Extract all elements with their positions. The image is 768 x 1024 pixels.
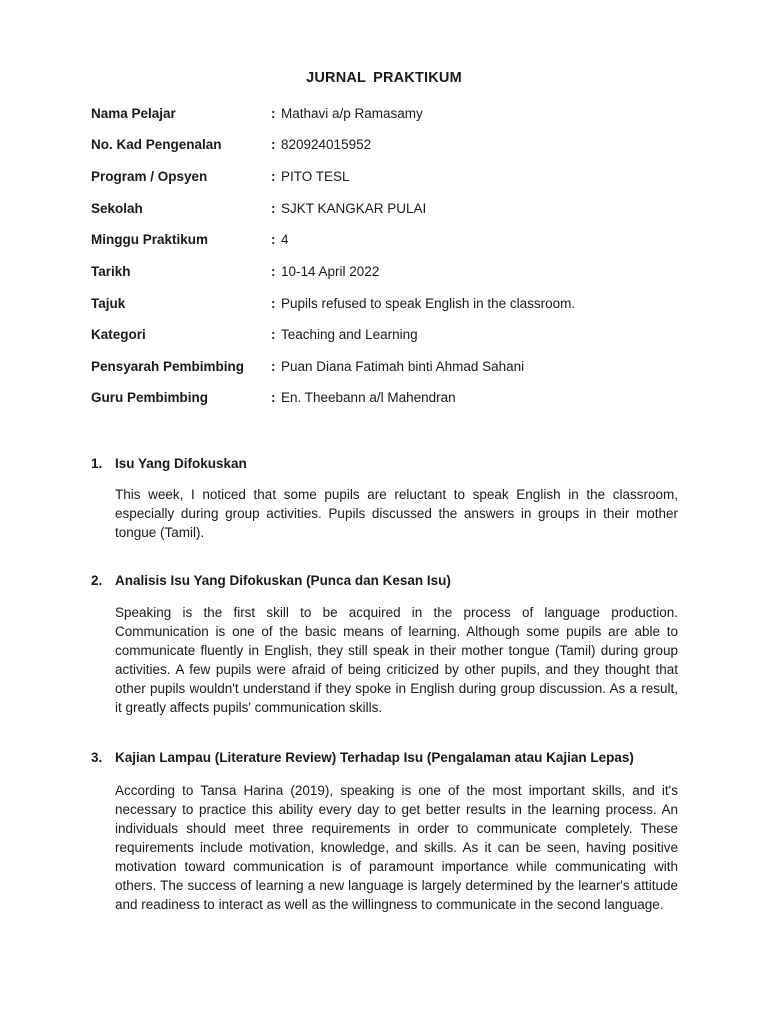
info-colon: : (271, 327, 276, 342)
info-label: Pensyarah Pembimbing (91, 359, 245, 374)
info-colon: : (271, 390, 276, 405)
info-colon: : (271, 296, 276, 311)
info-colon: : (271, 359, 276, 374)
info-value: Puan Diana Fatimah binti Ahmad Sahani (281, 359, 525, 374)
info-colon: : (271, 201, 276, 216)
section-heading-text: Kajian Lampau (Literature Review) Terhadap Isu (Pengalaman atau Kajian Lepas) (115, 750, 634, 765)
info-value: Pupils refused to speak English in the classroom. (281, 296, 576, 311)
info-label: Kategori (91, 327, 146, 342)
section-number: 3. (91, 750, 103, 765)
info-value: 820924015952 (281, 137, 372, 152)
info-colon: : (271, 232, 276, 247)
section-heading-isu (91, 455, 247, 473)
info-value: 4 (281, 232, 289, 247)
info-value: 10-14 April 2022 (281, 264, 380, 279)
section-body-kajian-lampau: According to Tansa Harina (2019), speaking is one of the most important skills, and it's necessary to practice this ability every day to get better results in the learning process. An individuals should meet three requirements in order to communicate completely. These requirements include motivation, knowledge, and skills. As it can be seen, having positive motivation toward communication is of paramount importance while communicating with others. The success of learning a new language is largely determined by the learner's attitude and readiness to interact as well as the willingness to communicate in the second language. (115, 783, 678, 912)
section-heading-text: Analisis Isu Yang Difokuskan (Punca dan Kesan Isu) (115, 573, 451, 588)
info-label: Tarikh (91, 264, 131, 279)
info-label: Nama Pelajar (91, 106, 176, 121)
section-heading-kajian-lampau (91, 749, 634, 767)
info-label: Minggu Praktikum (91, 232, 209, 247)
info-value: SJKT KANGKAR PULAI (281, 201, 427, 216)
info-label: No. Kad Pengenalan (91, 137, 222, 152)
info-label: Tajuk (91, 296, 126, 311)
section-heading-analisis (91, 572, 451, 590)
info-label: Program / Opsyen (91, 169, 208, 184)
info-colon: : (271, 264, 276, 279)
info-value: Teaching and Learning (281, 327, 418, 342)
section-number: 2. (91, 573, 103, 588)
page-title: JURNAL PRAKTIKUM (306, 70, 462, 86)
section-body-analisis: Speaking is the first skill to be acquired in the process of language production. Communication is one of the basic means of learning. Although some pupils are able to communicate fluently in English, they still speak in their mother tongue (Tamil) during group activities. A few pupils were afraid of being criticized by other pupils, and they thought that other pupils wouldn't understand if they spoke in English during group discussion. As a result, it greatly affects pupils' communication skills. (115, 605, 678, 715)
info-colon: : (271, 169, 276, 184)
info-value: En. Theebann a/l Mahendran (281, 390, 456, 405)
section-body-isu: This week, I noticed that some pupils are reluctant to speak English in the classroom, especially during group activities. Pupils discussed the answers in groups in their mother tongue (Tamil). (115, 487, 678, 540)
info-label: Guru Pembimbing (91, 390, 209, 405)
section-number: 1. (91, 456, 103, 471)
info-label: Sekolah (91, 201, 143, 216)
section-heading-text: Isu Yang Difokuskan (115, 456, 247, 471)
info-colon: : (271, 137, 276, 152)
info-colon: : (271, 106, 276, 121)
info-value: Mathavi a/p Ramasamy (281, 106, 423, 121)
info-value: PITO TESL (281, 169, 350, 184)
